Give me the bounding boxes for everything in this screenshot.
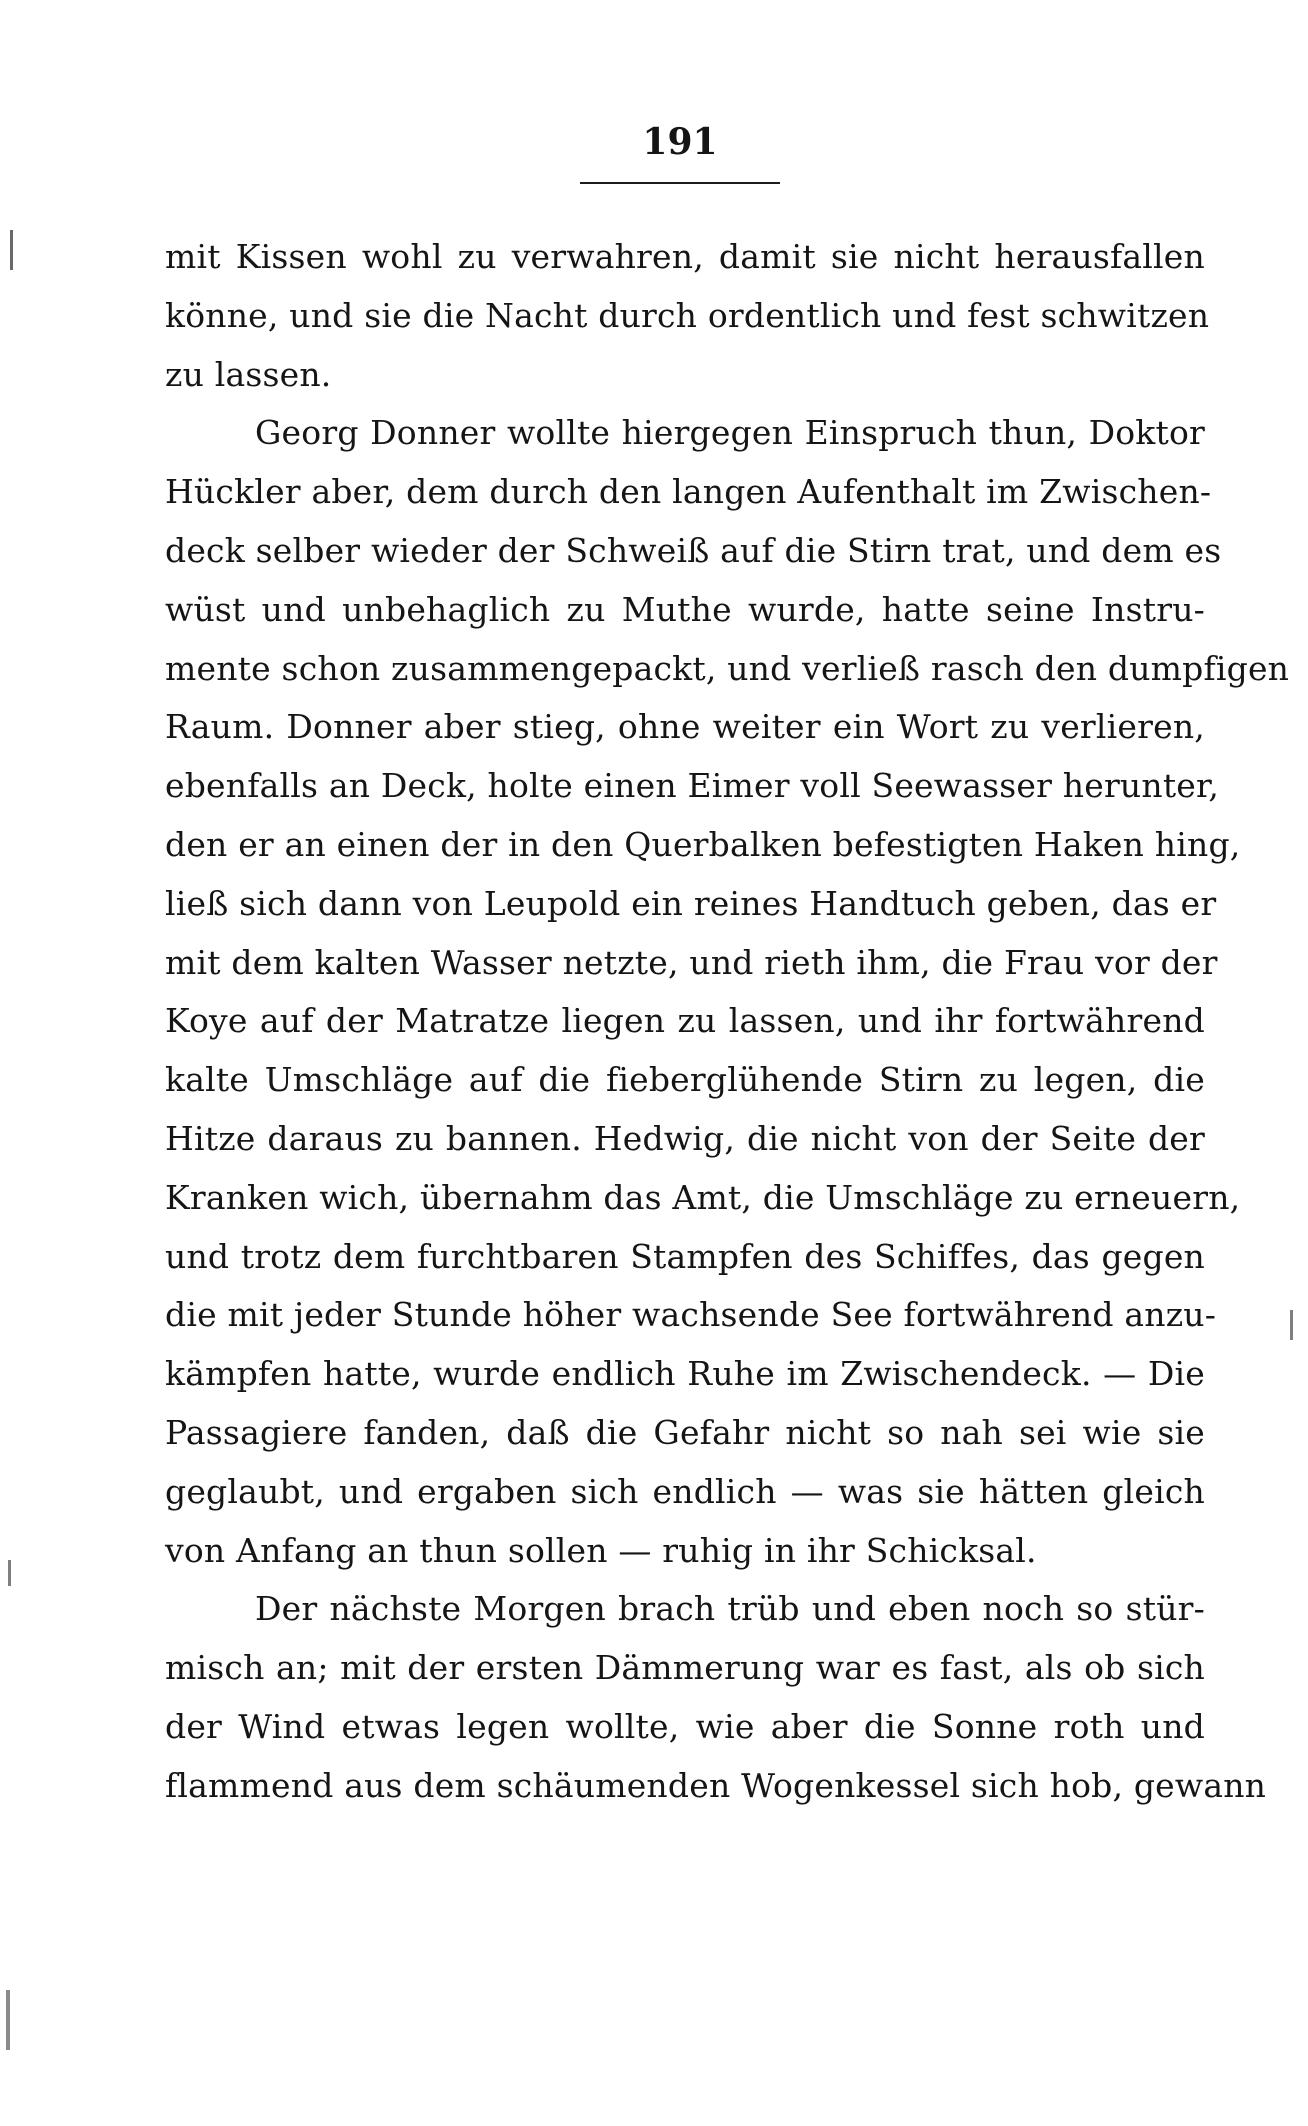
text-line: mit dem kalten Wasser netzte, und rieth ihm, die Frau vor der bbox=[165, 942, 1218, 982]
text-line: misch an; mit der ersten Dämmerung war es fast, als ob sich bbox=[165, 1648, 1205, 1688]
page-number: 191 bbox=[642, 121, 718, 163]
body-text bbox=[165, 228, 1290, 1816]
text-line: Raum. Donner aber stieg, ohne weiter ein Wort zu verlieren, bbox=[165, 707, 1205, 747]
text-line: kalte Umschläge auf die fieberglühende Stirn zu legen, die bbox=[165, 1060, 1205, 1100]
text-line: mit Kissen wohl zu verwahren, damit sie nicht herausfallen bbox=[165, 237, 1205, 276]
text-line: geglaubt, und ergaben sich endlich — was sie hätten gleich bbox=[165, 1471, 1205, 1511]
text-line: mente schon zusammengepackt, und verließ rasch den dumpfigen bbox=[165, 648, 1290, 688]
scan-artifact-mark bbox=[1290, 1310, 1293, 1340]
header-rule bbox=[580, 182, 780, 184]
paragraph-start-line: Georg Donner wollte hiergegen Einspruch thun, Doktor bbox=[255, 413, 1205, 453]
text-line: den er an einen der in den Querbalken befestigten Haken hing, bbox=[165, 824, 1241, 864]
text-line: und trotz dem furchtbaren Stampfen des Schiffes, das gegen bbox=[165, 1236, 1205, 1276]
text-line: die mit jeder Stunde höher wachsende See fortwährend anzu- bbox=[165, 1295, 1217, 1335]
text-line: kämpfen hatte, wurde endlich Ruhe im Zwischendeck. — Die bbox=[165, 1354, 1205, 1394]
text-line: Passagiere fanden, daß die Gefahr nicht so nah sei wie sie bbox=[165, 1412, 1205, 1452]
scan-artifact-mark bbox=[10, 230, 13, 270]
text-line: ebenfalls an Deck, holte einen Eimer voll Seewasser herunter, bbox=[165, 766, 1220, 806]
text-line: von Anfang an thun sollen — ruhig in ihr Schicksal. bbox=[165, 1530, 1037, 1570]
text-line: Koye auf der Matratze liegen zu lassen, und ihr fortwährend bbox=[165, 1001, 1205, 1041]
text-line: Hückler aber, dem durch den langen Aufenthalt im Zwischen- bbox=[165, 472, 1212, 512]
paragraph-start-line: Der nächste Morgen brach trüb und eben noch so stür- bbox=[255, 1589, 1205, 1629]
scan-artifact-mark bbox=[8, 1560, 11, 1586]
text-line: ließ sich dann von Leupold ein reines Handtuch geben, das er bbox=[165, 883, 1217, 923]
text-line: flammend aus dem schäumenden Wogenkessel sich hob, gewann bbox=[165, 1765, 1267, 1805]
text-line: zu lassen. bbox=[165, 354, 332, 394]
text-line: könne, und sie die Nacht durch ordentlich und fest schwitzen bbox=[165, 295, 1210, 335]
text-line: Hitze daraus zu bannen. Hedwig, die nicht von der Seite der bbox=[165, 1118, 1205, 1158]
scan-artifact-mark bbox=[6, 1990, 10, 2050]
text-line: wüst und unbehaglich zu Muthe wurde, hatte seine Instru- bbox=[165, 589, 1205, 629]
text-line: der Wind etwas legen wollte, wie aber die Sonne roth und bbox=[165, 1706, 1205, 1746]
text-line: deck selber wieder der Schweiß auf die Stirn trat, und dem es bbox=[165, 530, 1222, 570]
text-line: Kranken wich, übernahm das Amt, die Umschläge zu erneuern, bbox=[165, 1177, 1241, 1217]
